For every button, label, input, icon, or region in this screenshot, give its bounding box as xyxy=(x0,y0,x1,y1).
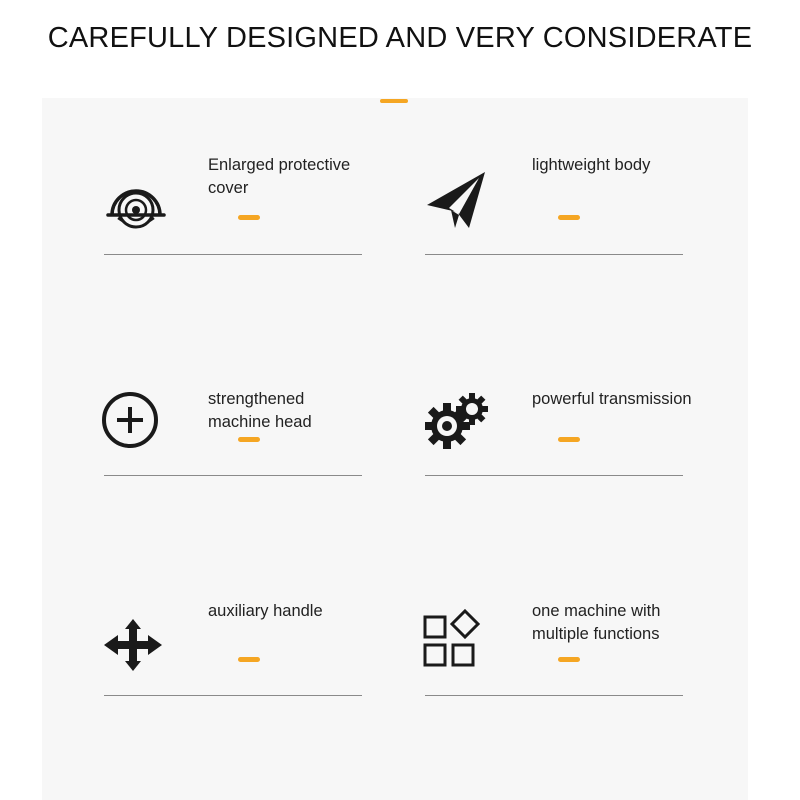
feature-label: powerful transmission xyxy=(532,390,692,408)
divider xyxy=(104,254,362,255)
accent-dash xyxy=(238,215,260,220)
accent-mark xyxy=(380,99,408,103)
accent-dash xyxy=(558,437,580,442)
feature-label: Enlarged protective cover xyxy=(208,156,351,197)
accent-dash xyxy=(558,657,580,662)
feature-label: lightweight body xyxy=(532,156,651,174)
page-title: CAREFULLY DESIGNED AND VERY CONSIDERATE xyxy=(47,22,753,54)
feature-label: auxiliary handle xyxy=(208,602,323,620)
feature-auxiliary-handle xyxy=(104,593,362,713)
divider xyxy=(425,695,683,696)
feature-label: strengthened machine head xyxy=(208,390,312,431)
divider xyxy=(104,695,362,696)
divider xyxy=(104,475,362,476)
feature-protective-cover xyxy=(104,150,362,270)
feature-multiple-functions xyxy=(425,593,683,713)
divider xyxy=(425,254,683,255)
circled-plus-icon xyxy=(100,388,164,452)
divider xyxy=(425,475,683,476)
accent-dash xyxy=(238,437,260,442)
feature-lightweight-body xyxy=(425,150,683,270)
accent-dash xyxy=(558,215,580,220)
four-way-arrows-icon xyxy=(104,613,168,677)
feature-machine-head xyxy=(104,372,362,492)
gears-icon xyxy=(425,392,489,456)
saw-blade-guard-icon xyxy=(104,176,168,240)
accent-dash xyxy=(238,657,260,662)
feature-label: one machine with multiple functions xyxy=(532,602,661,643)
paper-plane-icon xyxy=(425,168,489,232)
app-grid-icon xyxy=(423,609,487,673)
feature-transmission xyxy=(425,372,692,492)
